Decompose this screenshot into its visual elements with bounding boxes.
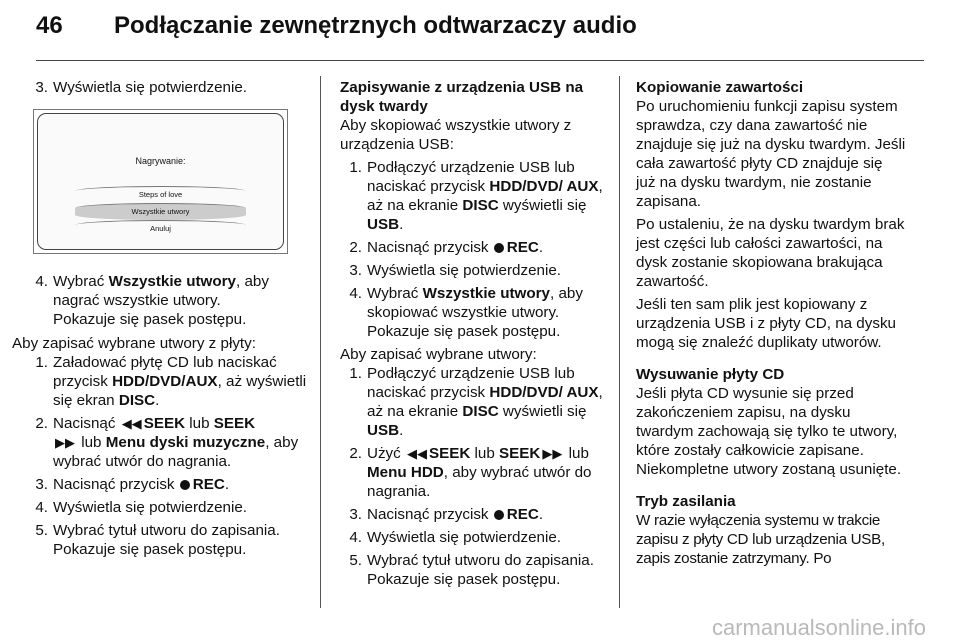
- screen-option-selected: Wszystkie utwory: [75, 203, 247, 220]
- paragraph: W razie wyłączenia systemu w trakcie zapisu z płyty CD lub urządzenia USB, zapis zostanie zatrzymany. Po: [636, 512, 885, 567]
- record-dot-icon: [494, 243, 504, 253]
- list-item: 4. Wyświetla się potwierdzenie.: [35, 499, 248, 516]
- paragraph: Aby zapisać wybrane utwory z płyty:: [12, 335, 256, 352]
- screen-option: Anuluj: [75, 220, 247, 237]
- display-screenshot: [33, 109, 288, 254]
- list-item: 2. Użyć ◀◀ SEEK lub SEEK ▶▶ lub Menu HDD, aby wybrać utwór do nagrania.: [349, 445, 592, 500]
- paragraph: Po uruchomieniu funkcji zapisu system sprawdza, czy dana zawartość nie znajduje się już na dysku twardym. Jeśli cała zawartość płyty CD znajduje się już na dysku twardym, nie zostanie zapisana.: [636, 98, 906, 210]
- list-item: 3. Wyświetla się potwierdzenie.: [35, 79, 248, 96]
- list-item: 1. Załadować płytę CD lub naciskać przycisk HDD/DVD/AUX, aż wyświetli się ekran DISC.: [35, 354, 307, 409]
- column-divider-1: [320, 76, 321, 608]
- list-item: 1. Podłączyć urządzenie USB lub naciskać przycisk HDD/DVD/ AUX, aż na ekranie DISC wyświetli się USB.: [349, 159, 603, 233]
- list-item: 3. Wyświetla się potwierdzenie.: [349, 262, 562, 279]
- page-title: Podłączanie zewnętrznych odtwarzaczy audio: [114, 12, 637, 39]
- paragraph: Po ustaleniu, że na dysku twardym brak jest części lub całości zawartości, na dysk zostanie skopiowana brakująca zawartość.: [636, 216, 905, 290]
- paragraph: Jeśli płyta CD wysunie się przed zakończeniem zapisu, na dysku twardym zachowają się tylko te utwory, które zostały całkowicie zapisane. Niekompletne utwory zostaną usunięte.: [636, 385, 902, 478]
- screen-option: Steps of love: [75, 186, 247, 203]
- page-number: 46: [36, 12, 63, 39]
- fast-forward-icon: ▶▶: [55, 435, 75, 450]
- list-item: 4. Wybrać Wszystkie utwory, aby nagrać wszystkie utwory. Pokazuje się pasek postępu.: [35, 273, 269, 328]
- paragraph: Aby zapisać wybrane utwory:: [340, 346, 537, 363]
- record-dot-icon: [180, 480, 190, 490]
- watermark: carmanualsonline.info: [711, 615, 926, 640]
- list-item: 1. Podłączyć urządzenie USB lub naciskać przycisk HDD/DVD/ AUX, aż na ekranie DISC wyświetli się USB.: [349, 365, 603, 439]
- list-item: 3. Nacisnąć przycisk REC.: [35, 476, 230, 493]
- record-dot-icon: [494, 510, 504, 520]
- list-item: 4. Wyświetla się potwierdzenie.: [349, 529, 562, 546]
- fast-forward-icon: ▶▶: [542, 446, 563, 461]
- list-item: 2. Nacisnąć przycisk REC.: [349, 239, 544, 256]
- paragraph: Jeśli ten sam plik jest kopiowany z urządzenia USB i z płyty CD, na dysku mogą się znaleźć duplikaty utworów.: [636, 296, 896, 351]
- header-rule: [36, 60, 924, 61]
- section-heading: Wysuwanie płyty CD: [636, 366, 785, 383]
- paragraph: Aby skopiować wszystkie utwory z urządzenia USB:: [340, 117, 572, 153]
- section-heading: Zapisywanie z urządzenia USB na dysk twardy: [340, 79, 584, 115]
- screen-title: Nagrywanie:: [135, 156, 186, 166]
- page-header: [36, 10, 637, 42]
- column-divider-2: [619, 76, 620, 608]
- column-2: [340, 78, 610, 589]
- list-item: 3. Nacisnąć przycisk REC.: [349, 506, 544, 523]
- list-item: 5. Wybrać tytuł utworu do zapisania. Pokazuje się pasek postępu.: [35, 522, 280, 558]
- rewind-icon: ◀◀: [121, 416, 142, 431]
- rewind-icon: ◀◀: [406, 446, 427, 461]
- section-heading: Tryb zasilania: [636, 493, 736, 510]
- column-1: [12, 78, 311, 559]
- list-item: 2. Nacisnąć ◀◀ SEEK lub SEEK ▶▶ lub Menu dyski muzyczne, aby wybrać utwór do nagrania.: [35, 415, 299, 470]
- column-3: [636, 78, 906, 568]
- list-item: 4. Wybrać Wszystkie utwory, aby skopiować wszystkie utwory. Pokazuje się pasek postępu.: [349, 285, 583, 340]
- list-item: 5. Wybrać tytuł utworu do zapisania. Pokazuje się pasek postępu.: [349, 552, 594, 588]
- section-heading: Kopiowanie zawartości: [636, 79, 804, 96]
